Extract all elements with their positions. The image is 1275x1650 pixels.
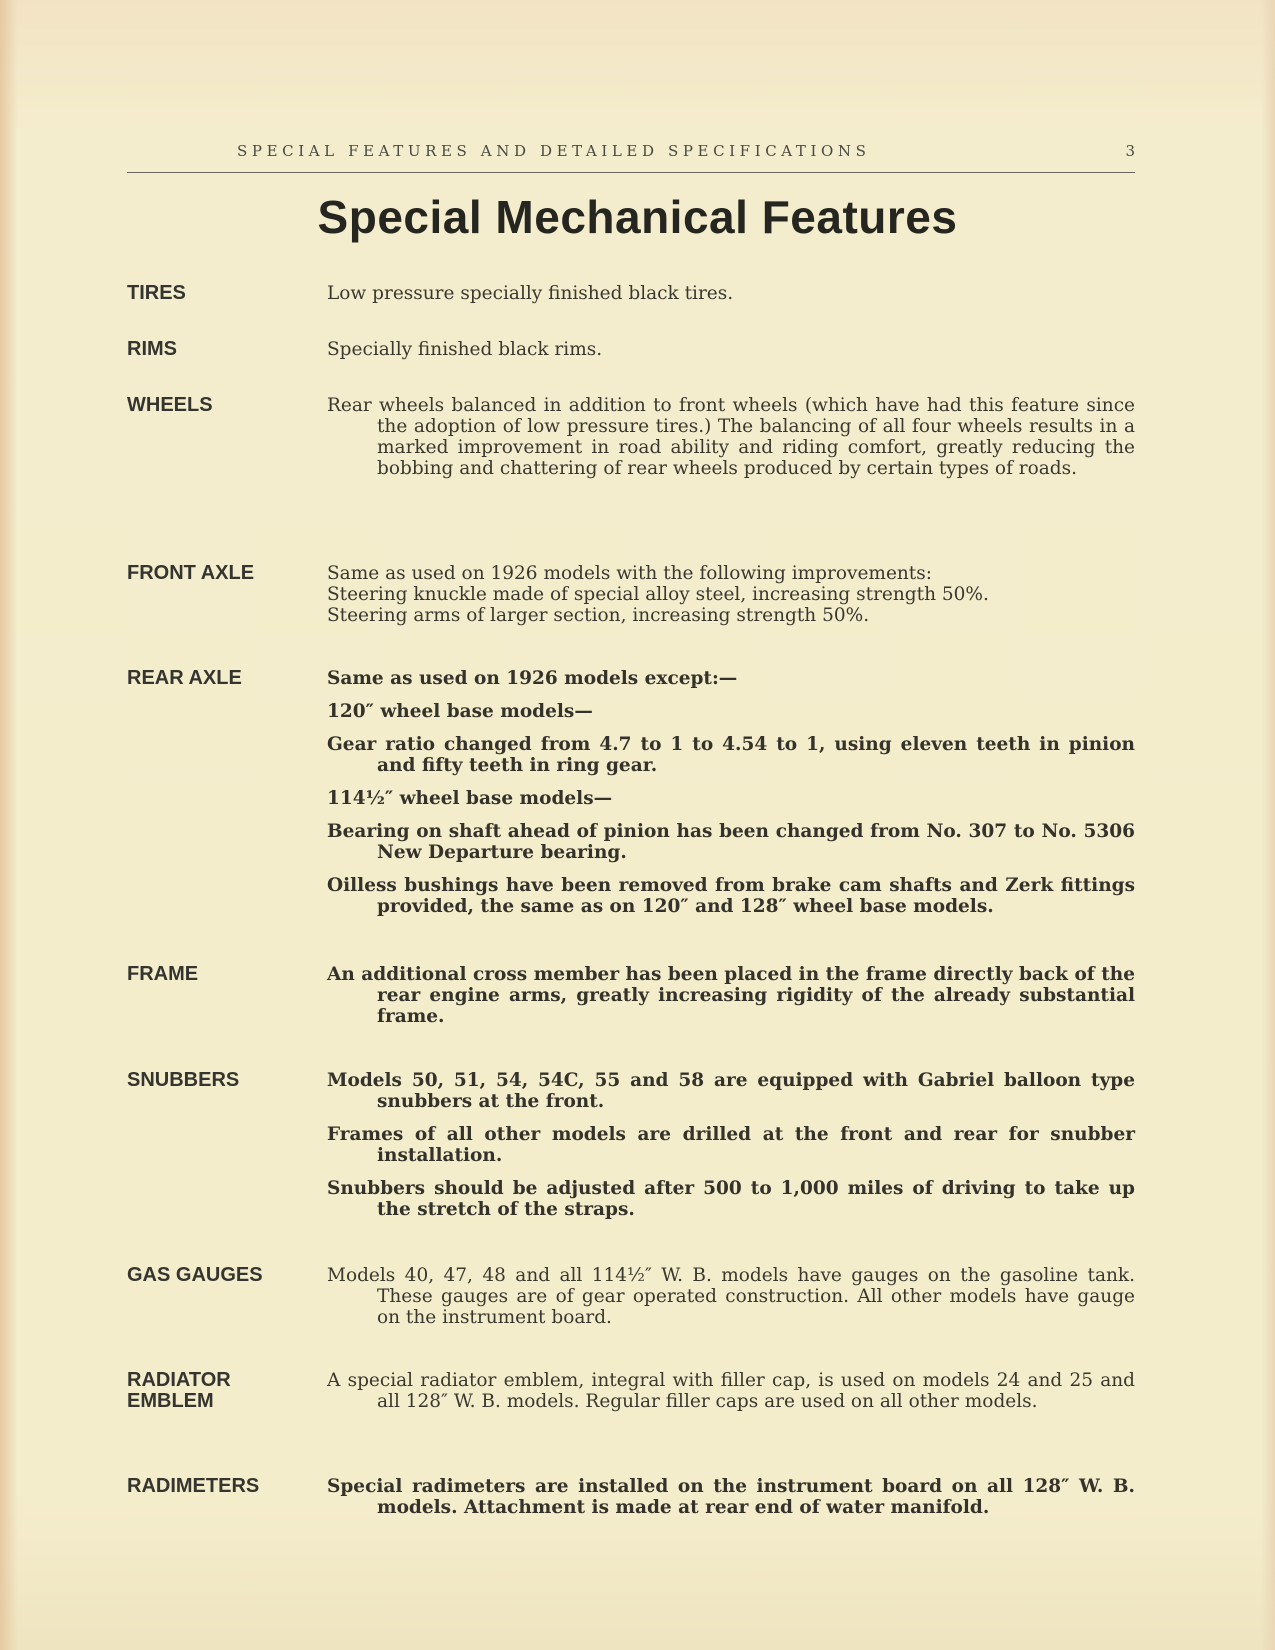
feature-paragraph: Low pressure specially finished black tires. [327, 283, 734, 304]
feature-paragraph: Same as used on 1926 models except:— [327, 668, 738, 689]
feature-paragraph: Same as used on 1926 models with the following improvements: [327, 563, 932, 584]
feature-label: FRAME [127, 963, 199, 985]
feature-label: FRONT AXLE [127, 562, 255, 584]
feature-paragraph: Special radimeters are installed on the instrument board on all 128″ W. B. models. Attachment is made at rear end of water manifold. [327, 1476, 1135, 1518]
feature-paragraph: Snubbers should be adjusted after 500 to 1,000 miles of driving to take up the stretch of the straps. [327, 1178, 1135, 1220]
feature-label: RIMS [127, 338, 177, 360]
feature-description [327, 339, 1135, 360]
feature-label: REAR AXLE [127, 667, 242, 689]
feature-description [327, 283, 1135, 304]
feature-paragraph: 114½″ wheel base models— [327, 788, 613, 809]
page-number: 3 [1125, 142, 1135, 160]
feature-paragraph: Specially finished black rims. [327, 339, 603, 360]
feature-description [327, 1476, 1135, 1518]
running-title: SPECIAL FEATURES AND DETAILED SPECIFICATIONS [237, 142, 871, 160]
feature-description [327, 1370, 1135, 1412]
feature-label: RADIATOR EMBLEM [127, 1369, 231, 1412]
feature-paragraph: Steering knuckle made of special alloy steel, increasing strength 50%. [327, 584, 989, 605]
feature-paragraph: Oilless bushings have been removed from brake cam shafts and Zerk fittings provided, the same as on 120″ and 128″ wheel base models. [327, 875, 1135, 917]
feature-paragraph: Gear ratio changed from 4.7 to 1 to 4.54 to 1, using eleven teeth in pinion and fifty teeth in ring gear. [327, 734, 1135, 776]
feature-paragraph: Bearing on shaft ahead of pinion has been changed from No. 307 to No. 5306 New Departure bearing. [327, 821, 1135, 863]
feature-label: TIRES [127, 282, 186, 304]
feature-description [327, 395, 1135, 479]
feature-label: RADIMETERS [127, 1475, 260, 1497]
feature-paragraph: Models 50, 51, 54, 54C, 55 and 58 are equipped with Gabriel balloon type snubbers at the front. [327, 1070, 1135, 1112]
feature-paragraph: Rear wheels balanced in addition to front wheels (which have had this feature since the adoption of low pressure tires.) The balancing of all four wheels results in a marked improvement in road ability and riding comfort, greatly reducing the bobbing and chattering of rear wheels produced by certain types of roads. [327, 395, 1135, 479]
feature-paragraph: Models 40, 47, 48 and all 114½″ W. B. models have gauges on the gasoline tank. These gauges are of gear operated construction. All other models have gauge on the instrument board. [327, 1265, 1135, 1328]
feature-label: WHEELS [127, 394, 213, 416]
feature-label: SNUBBERS [127, 1069, 240, 1091]
feature-label: GAS GAUGES [127, 1264, 263, 1286]
page-title: Special Mechanical Features [317, 191, 958, 243]
feature-description [327, 668, 1135, 917]
feature-description [327, 964, 1135, 1027]
feature-description [327, 1070, 1135, 1220]
feature-description [327, 1265, 1135, 1328]
feature-paragraph: 120″ wheel base models— [327, 701, 593, 722]
feature-paragraph: Frames of all other models are drilled at the front and rear for snubber installation. [327, 1124, 1135, 1166]
feature-paragraph: A special radiator emblem, integral with filler cap, is used on models 24 and 25 and all 128″ W. B. models. Regular filler caps are used on all other models. [327, 1370, 1135, 1412]
feature-paragraph: Steering arms of larger section, increasing strength 50%. [327, 605, 870, 626]
feature-description [327, 563, 1135, 626]
feature-paragraph: An additional cross member has been placed in the frame directly back of the rear engine arms, greatly increasing rigidity of the already substantial frame. [327, 964, 1135, 1027]
